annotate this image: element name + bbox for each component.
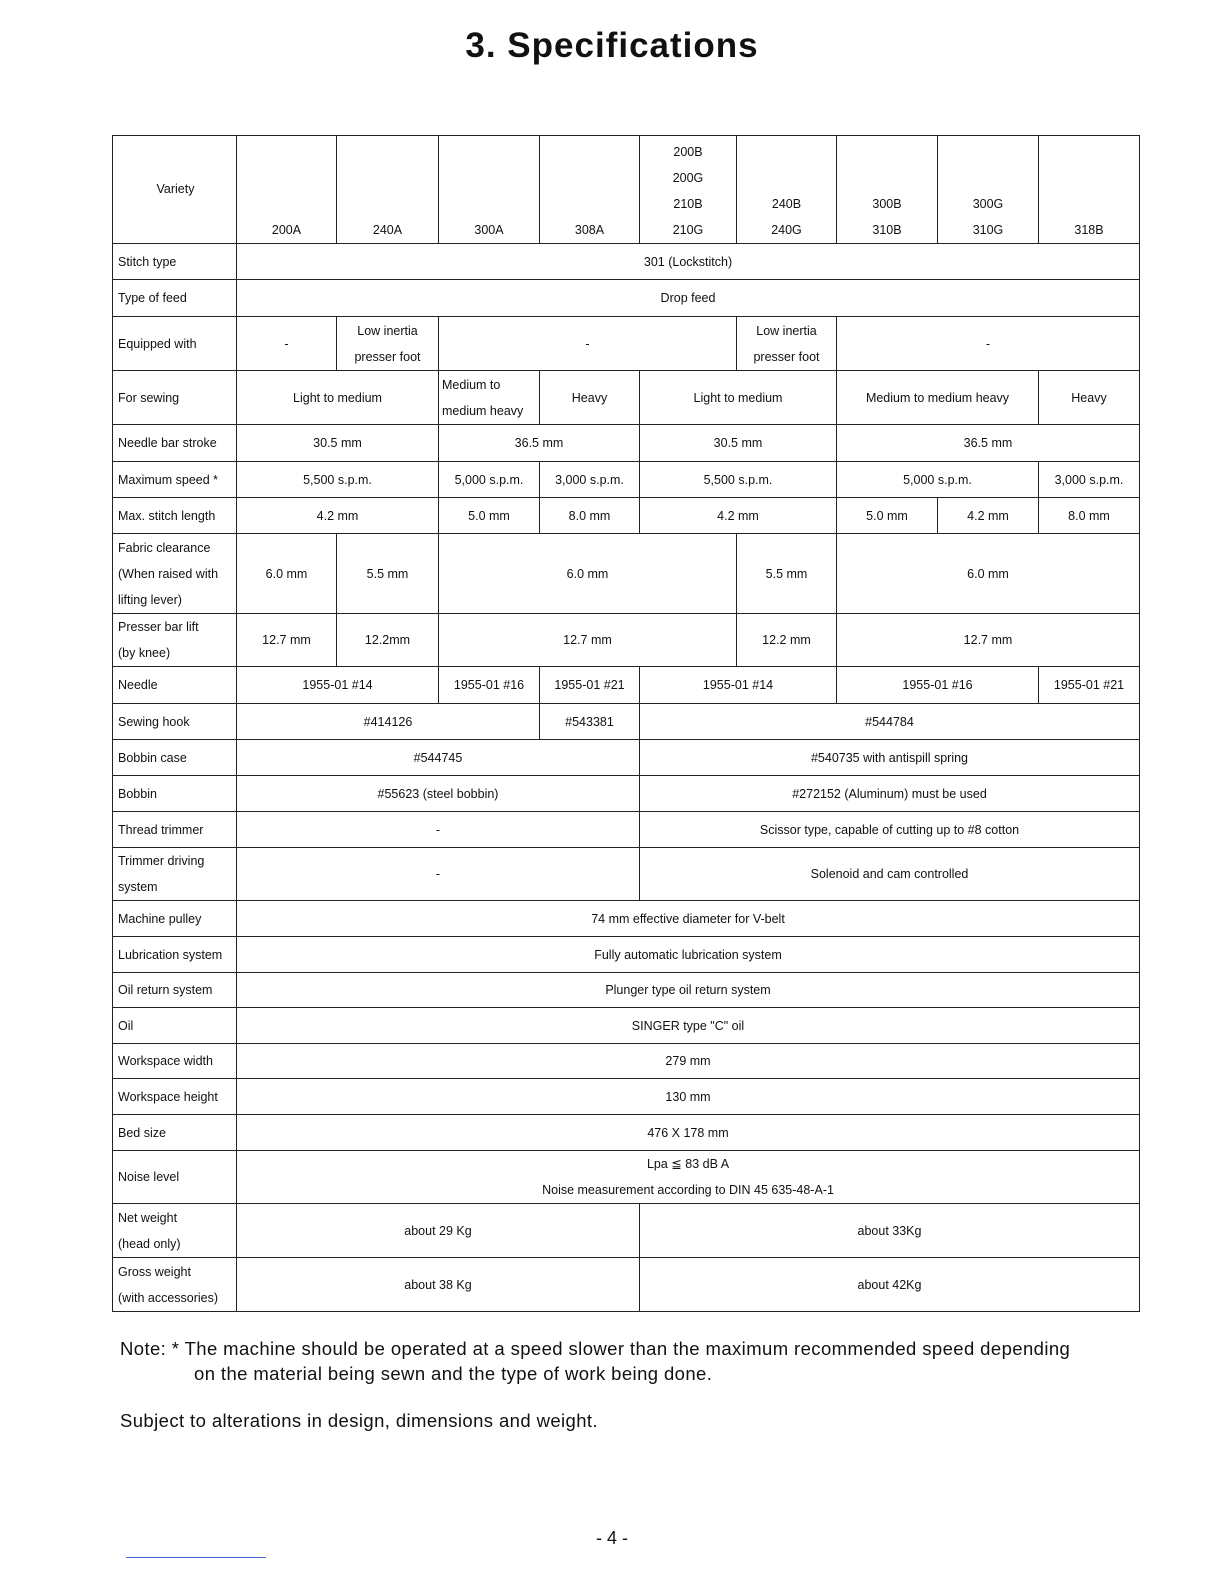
spec-value-text: Low inertia: [357, 323, 418, 338]
spec-value-text: about 29 Kg: [404, 1223, 472, 1238]
spec-value: [337, 317, 439, 371]
spec-value: [237, 244, 1140, 280]
spec-value-text: 1955-01 #16: [453, 678, 525, 692]
spec-label-text: Fabric clearance: [118, 540, 211, 555]
spec-value-text: Heavy: [571, 390, 608, 405]
spec-label-text: (by knee): [118, 646, 171, 660]
spec-value: [237, 534, 337, 614]
spec-value-text: Plunger type oil return system: [605, 983, 771, 997]
spec-row: [113, 425, 1140, 462]
spec-label: [113, 462, 237, 498]
spec-value-text: Light to medium: [293, 390, 382, 405]
spec-value-text: 279 mm: [665, 1054, 711, 1068]
note-line-2: on the material being sewn and the type of work being done.: [194, 1363, 713, 1384]
spec-value-text: -: [435, 867, 441, 881]
spec-row: [113, 462, 1140, 498]
spec-value: [439, 462, 540, 498]
spec-label-text: For sewing: [118, 390, 180, 405]
spec-value: [237, 1008, 1140, 1044]
spec-value-text: 6.0 mm: [566, 566, 609, 581]
spec-value-text: 3,000 s.p.m.: [1054, 472, 1124, 487]
spec-value-text: Low inertia: [756, 323, 817, 338]
spec-value: [237, 614, 337, 667]
spec-value-text: #540735 with antispill spring: [810, 750, 969, 765]
spec-value-text: 1955-01 #14: [302, 678, 373, 692]
spec-value-text: -: [284, 336, 289, 351]
variety-model-text: 210G: [672, 223, 704, 237]
spec-label: [113, 1079, 237, 1115]
spec-value-text: 12.2 mm: [762, 633, 811, 647]
spec-label-text: Workspace width: [118, 1054, 213, 1068]
spec-row: [113, 1204, 1140, 1258]
spec-value-text: #272152 (Aluminum) must be used: [792, 786, 987, 801]
spec-value: [237, 1258, 640, 1312]
variety-model: [439, 136, 540, 244]
spec-label-text: Oil return system: [118, 983, 213, 997]
spec-row: [113, 280, 1140, 317]
spec-value: [237, 317, 337, 371]
spec-value: [737, 534, 837, 614]
spec-row: [113, 534, 1140, 614]
spec-label: [113, 371, 237, 425]
spec-value: [237, 812, 640, 848]
spec-label-text: system: [118, 880, 158, 894]
spec-value: [837, 425, 1140, 462]
spec-value: [439, 371, 540, 425]
spec-value-text: 30.5 mm: [313, 436, 362, 450]
spec-row: [113, 901, 1140, 937]
spec-row: [113, 371, 1140, 425]
spec-value: [237, 1151, 1140, 1204]
spec-label: [113, 667, 237, 704]
spec-value: [439, 614, 737, 667]
spec-row: [113, 1079, 1140, 1115]
variety-model-text: 200G: [672, 171, 704, 185]
variety-model-text: 300B: [872, 197, 902, 211]
spec-value: [640, 462, 837, 498]
spec-value: [439, 425, 640, 462]
spec-label-text: Lubrication system: [118, 947, 223, 962]
variety-model-text: 200B: [673, 145, 703, 159]
spec-value: [337, 614, 439, 667]
spec-label-text: Maximum speed *: [118, 472, 219, 487]
spec-value-text: about 33Kg: [857, 1223, 922, 1238]
spec-value: [237, 848, 640, 901]
alterations-notice: Subject to alterations in design, dimensions and weight.: [120, 1410, 598, 1431]
spec-value: [837, 317, 1140, 371]
spec-value-text: #544745: [413, 750, 463, 765]
spec-row: [113, 1008, 1140, 1044]
spec-row: [113, 614, 1140, 667]
spec-label-text: Equipped with: [118, 336, 197, 351]
spec-value: [837, 498, 938, 534]
variety-model-text: 240B: [771, 197, 802, 211]
spec-value: [640, 812, 1140, 848]
spec-value: [237, 667, 439, 704]
spec-value: [439, 317, 737, 371]
spec-row: [113, 848, 1140, 901]
spec-value-text: 3,000 s.p.m.: [555, 472, 624, 487]
variety-model-text: 200A: [271, 223, 302, 237]
spec-value: [837, 462, 1039, 498]
spec-value-text: 12.7 mm: [963, 633, 1013, 647]
spec-value-text: #543381: [565, 714, 614, 729]
spec-value: [540, 371, 640, 425]
spec-label-text: Net weight: [118, 1210, 178, 1225]
spec-value: [237, 462, 439, 498]
spec-value: [237, 1204, 640, 1258]
spec-value: [237, 280, 1140, 317]
spec-row: [113, 498, 1140, 534]
variety-model: [938, 136, 1039, 244]
variety-model: [640, 136, 737, 244]
spec-value: [837, 614, 1140, 667]
spec-value-text: 476 X 178 mm: [647, 1125, 729, 1140]
spec-row: [113, 937, 1140, 973]
spec-label-text: Workspace height: [118, 1089, 218, 1104]
spec-label: [113, 740, 237, 776]
spec-value-text: 5.5 mm: [765, 566, 808, 581]
spec-value: [540, 498, 640, 534]
spec-value: [337, 534, 439, 614]
spec-value: [1039, 462, 1140, 498]
spec-value-text: about 42Kg: [857, 1277, 922, 1292]
spec-label-text: Sewing hook: [118, 714, 190, 729]
spec-value-text: 5,000 s.p.m.: [454, 472, 524, 487]
spec-row: [113, 244, 1140, 280]
spec-value-text: #55623 (steel bobbin): [377, 786, 499, 801]
spec-value-text: Solenoid and cam controlled: [810, 867, 969, 881]
spec-label-text: Presser bar lift: [118, 620, 199, 634]
spec-label-text: Oil: [118, 1018, 134, 1033]
spec-value: [540, 667, 640, 704]
spec-label-text: Needle bar stroke: [118, 436, 217, 450]
spec-label: [113, 498, 237, 534]
spec-value-text: Lpa ≦ 83 dB A: [646, 1157, 730, 1171]
spec-value-text: 12.7 mm: [563, 633, 612, 647]
spec-label: [113, 848, 237, 901]
spec-label-text: Trimmer driving: [118, 854, 205, 868]
spec-value-text: presser foot: [753, 349, 820, 364]
spec-value: [640, 704, 1140, 740]
spec-value-text: presser foot: [354, 349, 421, 364]
spec-label-text: Max. stitch length: [118, 508, 216, 523]
spec-value-text: Noise measurement according to DIN 45 635-48-A-1: [542, 1183, 834, 1197]
spec-label: [113, 317, 237, 371]
page-number: - 4 -: [595, 1528, 628, 1548]
spec-label-text: Bobbin case: [118, 750, 187, 765]
spec-value-text: medium heavy: [442, 403, 524, 418]
spec-label-text: (head only): [118, 1236, 181, 1251]
spec-value: [237, 973, 1140, 1008]
spec-label: [113, 1044, 237, 1079]
spec-label: [113, 1204, 237, 1258]
variety-model-text: 308A: [574, 223, 605, 237]
spec-label-text: Noise level: [118, 1170, 180, 1184]
spec-row: [113, 1258, 1140, 1312]
spec-value-text: 6.0 mm: [967, 566, 1009, 581]
spec-value-text: 1955-01 #21: [554, 678, 625, 692]
spec-label-text: Bobbin: [118, 786, 157, 801]
spec-value-text: Light to medium: [693, 390, 783, 405]
spec-value: [640, 667, 837, 704]
spec-value: [837, 667, 1039, 704]
variety-model-text: 300G: [972, 197, 1004, 211]
variety-model: [237, 136, 337, 244]
spec-label: [113, 425, 237, 462]
spec-row: [113, 740, 1140, 776]
spec-value-text: #414126: [363, 714, 413, 729]
spec-value-text: Drop feed: [660, 291, 716, 305]
spec-value: [640, 740, 1140, 776]
spec-value-text: 8.0 mm: [568, 508, 611, 523]
spec-label: [113, 1151, 237, 1204]
spec-value-text: 5,500 s.p.m.: [703, 472, 773, 487]
spec-value: [640, 1204, 1140, 1258]
spec-value-text: 12.7 mm: [262, 633, 311, 647]
spec-label-text: Needle: [118, 678, 158, 692]
spec-value-text: 1955-01 #16: [902, 678, 973, 692]
spec-value-text: 301 (Lockstitch): [643, 254, 733, 269]
footer-rule: [126, 1557, 266, 1558]
spec-row: [113, 812, 1140, 848]
spec-value-text: Scissor type, capable of cutting up to #8 cotton: [759, 822, 1020, 837]
spec-row: [113, 776, 1140, 812]
spec-value: [237, 498, 439, 534]
spec-row: [113, 973, 1140, 1008]
spec-value: [640, 425, 837, 462]
spec-value-text: 4.2 mm: [316, 508, 359, 523]
spec-value-text: Heavy: [1071, 390, 1107, 405]
spec-value: [237, 937, 1140, 973]
variety-model: [337, 136, 439, 244]
variety-model-text: 210B: [673, 197, 703, 211]
spec-value-text: 5.0 mm: [468, 508, 510, 523]
spec-value-text: Medium to: [442, 377, 501, 392]
spec-row: [113, 704, 1140, 740]
spec-row: [113, 1115, 1140, 1151]
spec-value-text: Fully automatic lubrication system: [594, 947, 782, 962]
spec-label: [113, 1008, 237, 1044]
spec-value: [237, 1044, 1140, 1079]
spec-value-text: SINGER type "C" oil: [631, 1018, 745, 1033]
spec-row: [113, 317, 1140, 371]
spec-value-text: Medium to medium heavy: [865, 390, 1010, 405]
spec-value-text: 5,500 s.p.m.: [303, 472, 372, 487]
variety-model-text: 240G: [771, 223, 802, 237]
spec-value: [237, 901, 1140, 937]
spec-row: [113, 667, 1140, 704]
spec-value-text: 36.5 mm: [963, 436, 1013, 450]
variety-label: Variety: [113, 136, 237, 244]
spec-value: [737, 614, 837, 667]
spec-label: [113, 1258, 237, 1312]
spec-value-text: 74 mm effective diameter for V-belt: [591, 911, 785, 926]
spec-value: [237, 371, 439, 425]
spec-value-text: 5,000 s.p.m.: [903, 472, 972, 487]
spec-value: [640, 848, 1140, 901]
variety-model: [837, 136, 938, 244]
spec-label: [113, 973, 237, 1008]
spec-value: [237, 740, 640, 776]
page-title: 3. Specifications: [465, 26, 759, 65]
spec-value: [737, 317, 837, 371]
spec-value: [540, 704, 640, 740]
spec-value-text: 30.5 mm: [713, 436, 763, 450]
spec-label-text: Stitch type: [118, 254, 177, 269]
spec-label-text: Bed size: [118, 1125, 166, 1140]
spec-label-text: Machine pulley: [118, 911, 202, 926]
spec-label: [113, 937, 237, 973]
variety-model-text: 318B: [1074, 223, 1104, 237]
spec-value-text: 1955-01 #14: [702, 678, 774, 692]
spec-value: [837, 534, 1140, 614]
spec-row: [113, 1151, 1140, 1204]
spec-label: [113, 614, 237, 667]
spec-label-text: (When raised with: [118, 566, 219, 581]
spec-label-text: Thread trimmer: [118, 822, 204, 837]
spec-value: [837, 371, 1039, 425]
spec-value: [640, 371, 837, 425]
spec-value-text: 36.5 mm: [514, 436, 564, 450]
spec-row: [113, 1044, 1140, 1079]
variety-model: [1039, 136, 1140, 244]
spec-value: [640, 498, 837, 534]
spec-value: [439, 534, 737, 614]
spec-label: [113, 776, 237, 812]
variety-model: [540, 136, 640, 244]
spec-value-text: 4.2 mm: [717, 508, 759, 523]
spec-value-text: 130 mm: [665, 1089, 711, 1104]
variety-model: [737, 136, 837, 244]
specifications-table: [112, 135, 1140, 1312]
spec-value-text: 5.0 mm: [866, 508, 908, 523]
variety-model-text: 300A: [474, 223, 504, 237]
spec-value-text: about 38 Kg: [404, 1277, 472, 1292]
spec-value-text: 12.2mm: [364, 633, 411, 647]
spec-value-text: 8.0 mm: [1068, 508, 1110, 523]
spec-value-text: -: [585, 336, 590, 351]
spec-value: [439, 667, 540, 704]
spec-label-text: Type of feed: [118, 291, 187, 305]
spec-value: [1039, 667, 1140, 704]
spec-value: [938, 498, 1039, 534]
spec-label-text: lifting lever): [118, 592, 182, 607]
spec-label-text: Gross weight: [118, 1264, 191, 1279]
spec-value: [640, 1258, 1140, 1312]
variety-model-text: 240A: [372, 223, 403, 237]
spec-value-text: -: [435, 822, 441, 837]
note-line-1: Note: * The machine should be operated at a speed slower than the maximum recommended speed depending: [120, 1338, 1071, 1359]
spec-value-text: 5.5 mm: [366, 566, 409, 581]
spec-value: [237, 1079, 1140, 1115]
spec-value: [237, 425, 439, 462]
spec-value: [640, 776, 1140, 812]
spec-value: [237, 1115, 1140, 1151]
spec-label: [113, 901, 237, 937]
spec-label: [113, 704, 237, 740]
spec-value-text: -: [985, 336, 991, 351]
spec-value: [540, 462, 640, 498]
variety-model-text: 310B: [872, 223, 902, 237]
spec-value: [439, 498, 540, 534]
spec-label-text: (with accessories): [118, 1290, 219, 1305]
spec-label: [113, 280, 237, 317]
spec-value-text: 4.2 mm: [967, 508, 1009, 523]
spec-label: [113, 244, 237, 280]
spec-value: [1039, 371, 1140, 425]
spec-value: [237, 776, 640, 812]
spec-value: [237, 704, 540, 740]
spec-value-text: #544784: [865, 714, 914, 729]
spec-value-text: 1955-01 #21: [1053, 678, 1125, 692]
variety-model-text: 310G: [972, 223, 1004, 237]
spec-label: [113, 1115, 237, 1151]
spec-value-text: 6.0 mm: [265, 566, 308, 581]
spec-value: [1039, 498, 1140, 534]
spec-label: [113, 534, 237, 614]
variety-header-row: [113, 136, 1140, 244]
spec-label: [113, 812, 237, 848]
